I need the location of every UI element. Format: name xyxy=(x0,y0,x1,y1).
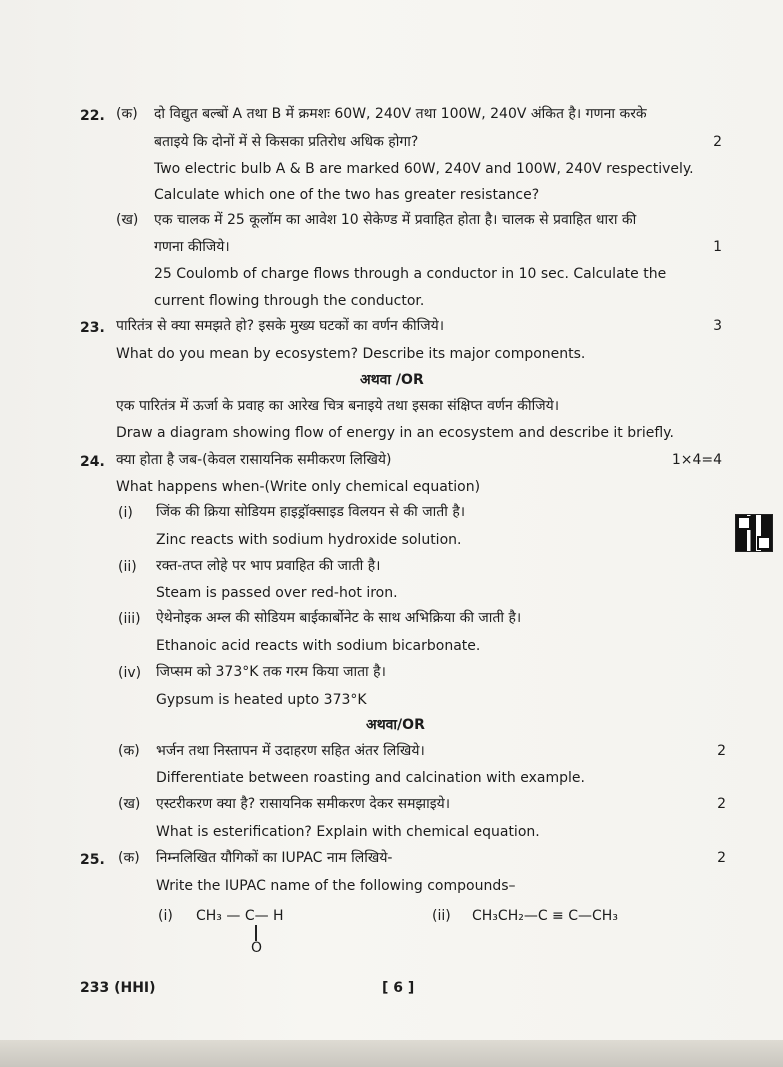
q22a-english-line1: Two electric bulb A & B are marked 60W, 240V and 100W, 240V respectively. xyxy=(154,161,694,177)
q24a-english: Differentiate between roasting and calcination with example. xyxy=(156,770,585,786)
q24b-hindi: एस्टरीकरण क्या है? रासायनिक समीकरण देकर समझाइये। xyxy=(156,796,451,812)
q24-iii-english: Ethanoic acid reacts with sodium bicarbonate. xyxy=(156,638,481,654)
q24-i-english: Zinc reacts with sodium hydroxide solution. xyxy=(156,532,462,548)
q25-ii-label: (ii) xyxy=(432,908,451,924)
q23-or-english: Draw a diagram showing flow of energy in an ecosystem and describe it briefly. xyxy=(116,425,674,441)
q24-ii-hindi: रक्त-तप्त लोहे पर भाप प्रवाहित की जाती है। xyxy=(156,558,381,574)
q24-iv-hindi: जिप्सम को 373°K तक गरम किया जाता है। xyxy=(156,664,386,680)
q25-i-oxygen: O xyxy=(251,940,263,956)
q24-iv-label: (iv) xyxy=(118,665,142,681)
scan-edge xyxy=(0,1040,783,1067)
q24-or-divider: अथवा/OR xyxy=(366,717,425,733)
q24-english: What happens when-(Write only chemical equation) xyxy=(116,479,481,495)
q24-iii-hindi: ऐथेनोइक अम्ल की सोडियम बाईकार्बोनेट के साथ अभिक्रिया की जाती है। xyxy=(156,610,522,626)
page-number: [ 6 ] xyxy=(382,980,415,996)
q22a-marks: 2 xyxy=(713,134,722,150)
q24-number: 24. xyxy=(80,454,105,470)
q25-i-label: (i) xyxy=(158,908,173,924)
q24b-marks: 2 xyxy=(717,796,726,812)
q25-number: 25. xyxy=(80,852,105,868)
q22a-english-line2: Calculate which one of the two has greater resistance? xyxy=(154,187,540,203)
q25a-marks: 2 xyxy=(717,850,726,866)
q24-i-hindi: जिंक की क्रिया सोडियम हाइड्रॉक्साइड विलयन से की जाती है। xyxy=(156,504,466,520)
q25a-hindi: निम्नलिखित यौगिकों का IUPAC नाम लिखिये- xyxy=(156,850,393,866)
q24-i-label: (i) xyxy=(118,505,133,521)
q24-iii-label: (iii) xyxy=(118,611,141,627)
q24a-label: (क) xyxy=(118,743,140,759)
q25-i-formula: CH₃ — C— H xyxy=(196,908,284,924)
q25-ii-formula: CH₃CH₂—C ≡ C—CH₃ xyxy=(472,908,618,924)
q24-hindi: क्या होता है जब-(केवल रासायनिक समीकरण लिखिये) xyxy=(116,452,392,468)
qr-code-icon xyxy=(736,515,772,551)
q23-hindi: पारितंत्र से क्या समझते हो? इसके मुख्य घटकों का वर्णन कीजिये। xyxy=(116,318,445,334)
q24a-hindi: भर्जन तथा निस्तापन में उदाहरण सहित अंतर लिखिये। xyxy=(156,743,425,759)
q23-number: 23. xyxy=(80,320,105,336)
q22a-hindi-line2: बताइये कि दोनों में से किसका प्रतिरोध अधिक होगा? xyxy=(154,134,419,150)
q23-marks: 3 xyxy=(713,318,722,334)
q22a-label: (क) xyxy=(116,106,138,122)
q23-or-hindi: एक पारितंत्र में ऊर्जा के प्रवाह का आरेख चित्र बनाइये तथा इसका संक्षिप्त वर्णन कीजिये। xyxy=(116,398,560,414)
q22b-hindi-line1: एक चालक में 25 कूलॉम का आवेश 10 सेकेण्ड में प्रवाहित होता है। चालक से प्रवाहित धारा की xyxy=(154,212,637,228)
q24-ii-english: Steam is passed over red-hot iron. xyxy=(156,585,398,601)
q23-or-divider: अथवा /OR xyxy=(360,372,424,388)
q24-marks: 1×4=4 xyxy=(671,452,722,468)
q22b-hindi-line2: गणना कीजिये। xyxy=(154,239,230,255)
q22-number: 22. xyxy=(80,108,105,124)
q23-english: What do you mean by ecosystem? Describe its major components. xyxy=(116,346,586,362)
q24a-marks: 2 xyxy=(717,743,726,759)
q22b-english-line2: current flowing through the conductor. xyxy=(154,293,425,309)
q24b-english: What is esterification? Explain with chemical equation. xyxy=(156,824,540,840)
q22b-marks: 1 xyxy=(713,239,722,255)
q25a-english: Write the IUPAC name of the following compounds– xyxy=(156,878,516,894)
q24-ii-label: (ii) xyxy=(118,559,137,575)
q22b-english-line1: 25 Coulomb of charge flows through a conductor in 10 sec. Calculate the xyxy=(154,266,667,282)
q25a-label: (क) xyxy=(118,850,140,866)
q24-iv-english: Gypsum is heated upto 373°K xyxy=(156,692,367,708)
q22b-label: (ख) xyxy=(116,212,139,228)
q22a-hindi-line1: दो विद्युत बल्बों A तथा B में क्रमशः 60W, 240V तथा 100W, 240V अंकित है। गणना करके xyxy=(154,106,647,122)
q24b-label: (ख) xyxy=(118,796,141,812)
paper-code: 233 (HHI) xyxy=(80,980,156,996)
